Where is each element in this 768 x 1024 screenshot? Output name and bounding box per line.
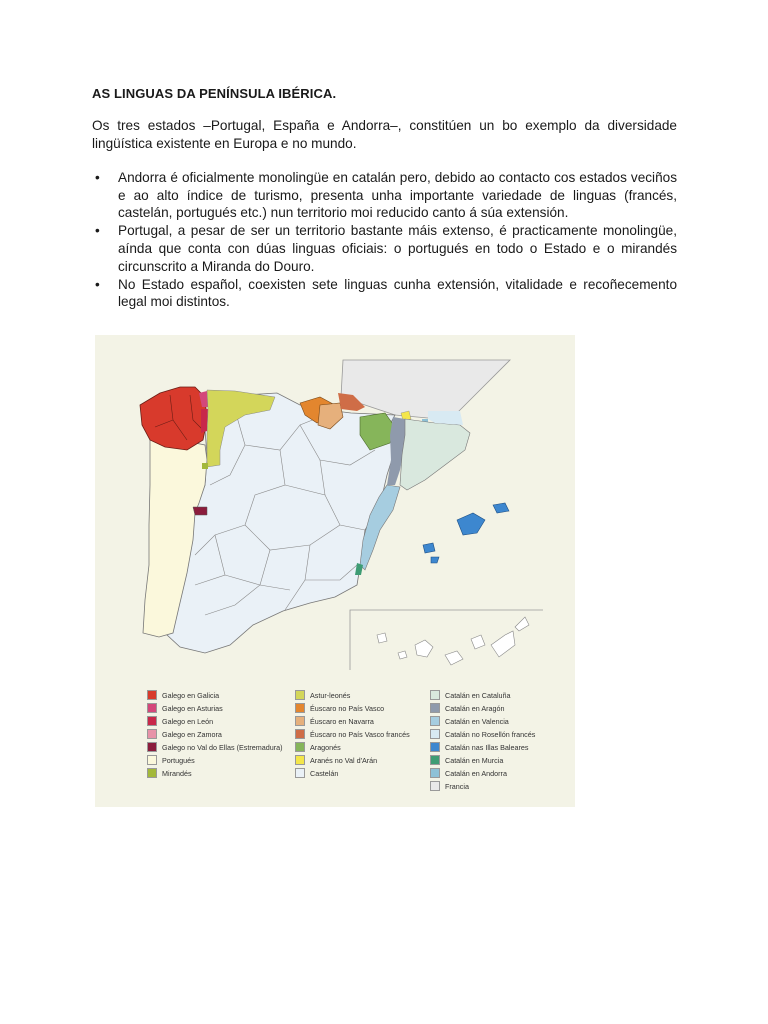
region-val-do-ellas [193, 507, 207, 515]
region-catalan-baleares-menorca [493, 503, 509, 513]
legend-swatch [147, 690, 157, 700]
legend-swatch [295, 716, 305, 726]
region-galego-leon [201, 409, 208, 433]
legend-swatch [430, 781, 440, 791]
legend-swatch [147, 716, 157, 726]
legend-swatch [430, 716, 440, 726]
region-catalan-baleares-formentera [431, 557, 439, 563]
bullet-text: No Estado español, coexisten sete linguas cunha extensión, vitalidade e recoñecemento legal moi distintos. [118, 276, 677, 310]
bullet-icon: • [95, 170, 100, 186]
legend-swatch [295, 729, 305, 739]
legend-swatch [430, 755, 440, 765]
document-body [92, 86, 677, 311]
legend-swatch [295, 755, 305, 765]
bullet-item-portugal [92, 222, 677, 275]
bullet-text: Andorra é oficialmente monolingüe en catalán pero, debido ao contacto cos estados veciños e ao alto índice de turismo, presenta unha importante variedade de linguas (francés, castelán, portugués etc.) nun territorio moi reducido canto á súa extensión. [118, 170, 677, 221]
region-catalan-cataluna [400, 419, 470, 490]
bullet-icon: • [95, 276, 100, 292]
legend-swatch [147, 729, 157, 739]
region-france [341, 360, 510, 420]
legend-swatch [147, 755, 157, 765]
bullet-icon: • [95, 223, 100, 239]
legend-swatch [430, 703, 440, 713]
legend-swatch [430, 729, 440, 739]
iberian-languages-map-figure: Galego en Galicia Galego en Asturias Galego en León Galego en Zamora Galego no Val do Ellas (Estremadura) Portugués Mirandés Astur-leonés Éuscaro no País Vasco Éuscaro en Navarra Éuscaro no País Vasco francés Aragonés Aranés no Val d'Arán Castelán Catalán en Cataluña Catalán en Aragón Catalán en Valencia Catalán no Rosellón francés Catalán nas Illas Baleares Catalán en Murcia Catalán en Andorra Francia [95, 335, 575, 807]
bullet-text: Portugal, a pesar de ser un territorio bastante máis extenso, é practicamente monolingüe, aínda que conta con dúas linguas oficiais: o portugués en todo o Estado e o mirandés circunscrito a Miranda do Douro. [118, 223, 677, 274]
legend-swatch [295, 742, 305, 752]
region-mirandes [202, 463, 208, 469]
bullet-list [92, 169, 677, 311]
legend-swatch [147, 768, 157, 778]
legend-swatch [147, 703, 157, 713]
legend-swatch [295, 768, 305, 778]
legend-swatch [430, 768, 440, 778]
canary-islands [377, 617, 529, 665]
region-catalan-baleares-ibiza [423, 543, 435, 553]
legend-swatch [295, 703, 305, 713]
intro-paragraph: Os tres estados –Portugal, España e Andorra–, constitúen un bo exemplo da diversidade lingüística existente en Europa e no mundo. [92, 118, 677, 151]
document-title: AS LINGUAS DA PENÍNSULA IBÉRICA. [92, 86, 337, 101]
legend-swatch [295, 690, 305, 700]
legend-swatch [430, 742, 440, 752]
legend-swatch [430, 690, 440, 700]
legend-swatch [147, 742, 157, 752]
bullet-item-spain [92, 276, 677, 311]
bullet-item-andorra [92, 169, 677, 222]
region-catalan-baleares-mallorca [457, 513, 485, 535]
